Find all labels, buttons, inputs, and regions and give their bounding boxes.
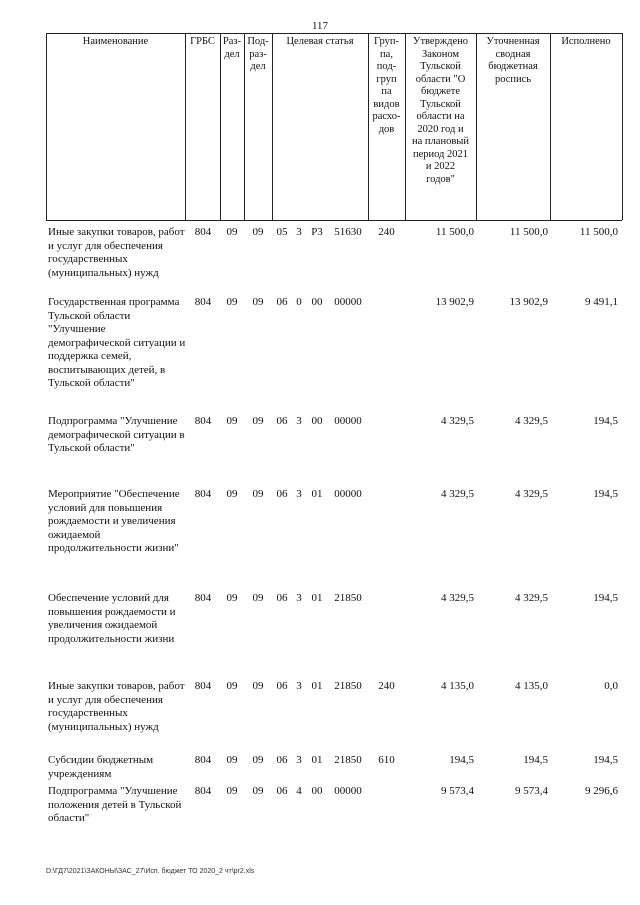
row-grbs: 804 (194, 680, 212, 692)
row-grbs: 804 (194, 415, 212, 427)
row-target-3: 00 (311, 415, 323, 427)
header-razdel: Раз- дел (222, 36, 242, 60)
row-target-2: 3 (296, 680, 302, 692)
row-refined: 4 135,0 (515, 680, 548, 692)
row-razdel: 09 (226, 785, 238, 797)
row-target-3: 00 (311, 785, 323, 797)
row-target-4: 00000 (334, 415, 362, 427)
row-target-2: 4 (296, 785, 302, 797)
row-executed: 9 296,6 (585, 785, 618, 797)
row-name: Иные закупки товаров, работ и услуг для обеспечения государственных (муниципальных) нужд (48, 226, 185, 279)
row-podrazdel: 09 (252, 680, 264, 692)
row-grbs: 804 (194, 785, 212, 797)
header-grbs: ГРБС (190, 36, 215, 47)
row-target-1: 06 (276, 415, 288, 427)
row-executed: 9 491,1 (585, 296, 618, 308)
row-vid: 610 (378, 754, 395, 766)
row-podrazdel: 09 (252, 415, 264, 427)
header-executed: Исполнено (561, 36, 611, 47)
row-razdel: 09 (226, 226, 238, 238)
row-executed: 194,5 (593, 415, 618, 427)
row-target-4: 00000 (334, 296, 362, 308)
row-name: Мероприятие "Обеспечение условий для повышения рождаемости и увеличения ожидаемой продолжительности жизни" (48, 488, 180, 554)
header-target: Целевая статья (286, 36, 354, 47)
row-target-2: 3 (296, 226, 302, 238)
row-target-4: 21850 (334, 754, 362, 766)
row-target-1: 06 (276, 680, 288, 692)
row-target-2: 3 (296, 592, 302, 604)
row-razdel: 09 (226, 754, 238, 766)
row-target-3: 01 (311, 754, 323, 766)
row-target-3: 01 (311, 592, 323, 604)
row-approved: 194,5 (449, 754, 474, 766)
row-razdel: 09 (226, 296, 238, 308)
row-name: Подпрограмма "Улучшение положения детей в Тульской области" (48, 785, 182, 824)
header-podrazdel: Под- раз- дел (247, 36, 269, 72)
row-approved: 9 573,4 (441, 785, 474, 797)
row-target-2: 3 (296, 415, 302, 427)
row-vid: 240 (378, 226, 395, 238)
row-name: Государственная программа Тульской области "Улучшение демографической ситуации и поддержка семей, воспитывающих детей, в Тульской области" (48, 296, 186, 389)
row-target-3: 01 (311, 680, 323, 692)
row-target-2: 0 (296, 296, 302, 308)
row-podrazdel: 09 (252, 226, 264, 238)
row-podrazdel: 09 (252, 785, 264, 797)
row-refined: 4 329,5 (515, 592, 548, 604)
row-name: Субсидии бюджетным учреждениям (48, 754, 154, 780)
row-refined: 9 573,4 (515, 785, 548, 797)
row-target-3: 00 (311, 296, 323, 308)
row-target-2: 3 (296, 488, 302, 500)
row-refined: 4 329,5 (515, 415, 548, 427)
row-grbs: 804 (194, 592, 212, 604)
row-name: Обеспечение условий для повышения рождаемости и увеличения ожидаемой продолжительности жизни (48, 592, 176, 645)
row-target-2: 3 (296, 754, 302, 766)
row-vid: 240 (378, 680, 395, 692)
row-razdel: 09 (226, 488, 238, 500)
row-refined: 11 500,0 (509, 226, 548, 238)
header-approved: Утверждено Законом Тульской области "О бюджете Тульской области на 2020 год и на плановый период 2021 и 2022 годов" (412, 36, 469, 185)
row-target-1: 06 (276, 296, 288, 308)
row-refined: 4 329,5 (515, 488, 548, 500)
row-executed: 194,5 (593, 592, 618, 604)
row-razdel: 09 (226, 592, 238, 604)
row-grbs: 804 (194, 488, 212, 500)
row-podrazdel: 09 (252, 592, 264, 604)
row-podrazdel: 09 (252, 488, 264, 500)
row-name: Подпрограмма "Улучшение демографической ситуации в Тульской области" (48, 415, 185, 454)
row-podrazdel: 09 (252, 754, 264, 766)
row-executed: 194,5 (593, 488, 618, 500)
row-target-1: 06 (276, 488, 288, 500)
row-grbs: 804 (194, 226, 212, 238)
row-podrazdel: 09 (252, 296, 264, 308)
row-target-1: 06 (276, 754, 288, 766)
row-executed: 194,5 (593, 754, 618, 766)
row-target-4: 00000 (334, 785, 362, 797)
row-razdel: 09 (226, 680, 238, 692)
row-approved: 11 500,0 (435, 226, 474, 238)
row-razdel: 09 (226, 415, 238, 427)
row-name: Иные закупки товаров, работ и услуг для обеспечения государственных (муниципальных) нужд (48, 680, 185, 733)
row-grbs: 804 (194, 296, 212, 308)
row-executed: 0,0 (604, 680, 618, 692)
row-target-4: 51630 (334, 226, 362, 238)
row-target-4: 00000 (334, 488, 362, 500)
row-target-3: Р3 (311, 226, 323, 238)
row-target-3: 01 (311, 488, 323, 500)
row-refined: 194,5 (523, 754, 548, 766)
row-approved: 4 329,5 (441, 415, 474, 427)
header-name: Наименование (82, 36, 149, 47)
row-target-4: 21850 (334, 592, 362, 604)
row-approved: 13 902,9 (435, 296, 474, 308)
header-vid: Груп- па, под- груп па видов расхо- дов (372, 36, 401, 135)
row-target-4: 21850 (334, 680, 362, 692)
file-path-footer: D:\ГД7\2021\ЗАКОНЫ\ЗАС_27\Исп. бюджет ТО 2020_2 чт\pr2.xls (46, 868, 255, 875)
row-refined: 13 902,9 (509, 296, 548, 308)
row-grbs: 804 (194, 754, 212, 766)
header-refined: Уточненная сводная бюджетная роспись (486, 36, 540, 85)
row-approved: 4 329,5 (441, 488, 474, 500)
row-target-1: 05 (276, 226, 288, 238)
row-approved: 4 135,0 (441, 680, 474, 692)
row-approved: 4 329,5 (441, 592, 474, 604)
row-target-1: 06 (276, 785, 288, 797)
page-number: 117 (311, 20, 329, 32)
row-target-1: 06 (276, 592, 288, 604)
row-executed: 11 500,0 (579, 226, 618, 238)
